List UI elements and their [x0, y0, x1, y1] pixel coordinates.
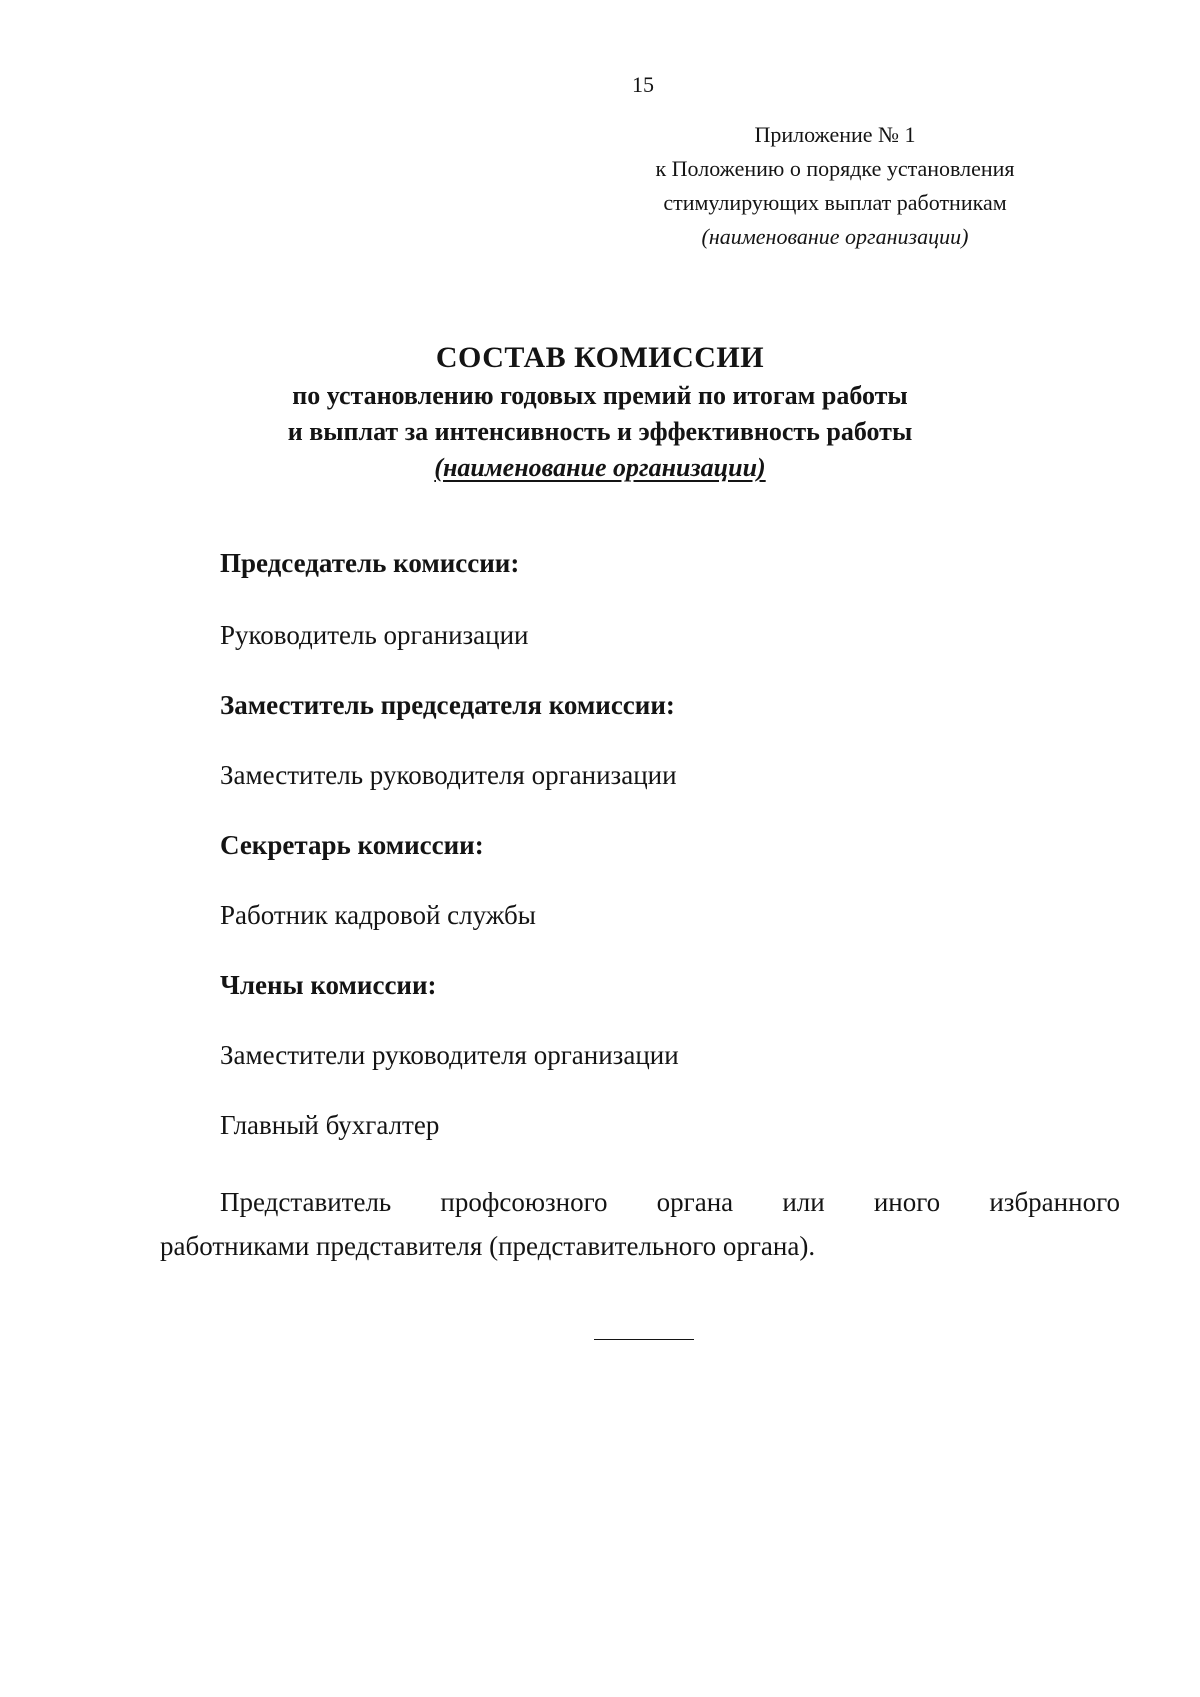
- chairman-value: Руководитель организации: [220, 620, 529, 650]
- appendix-header: [610, 118, 1060, 254]
- rep-word: Представитель: [220, 1187, 392, 1217]
- title-org-placeholder: (наименование организации): [434, 453, 766, 482]
- secretary-heading: Секретарь комиссии:: [220, 830, 484, 860]
- rep-word: профсоюзного: [440, 1187, 608, 1217]
- title-subtitle-line2: и выплат за интенсивность и эффективность работы: [287, 417, 913, 446]
- deputy-value: Заместитель руководителя организации: [220, 760, 677, 790]
- rep-word: избранного: [989, 1187, 1120, 1217]
- page-number: 15: [632, 72, 654, 97]
- appendix-reference: к Положению о порядке установления: [655, 156, 1015, 181]
- appendix-org-placeholder: (наименование организации): [701, 224, 969, 249]
- appendix-reference-cont: стимулирующих выплат работникам: [663, 190, 1007, 215]
- member-deputies: Заместители руководителя организации: [220, 1040, 679, 1070]
- rep-word: или: [782, 1187, 825, 1217]
- member-representative: [160, 1180, 1120, 1268]
- secretary-value: Работник кадровой службы: [220, 900, 536, 930]
- chairman-heading: Председатель комиссии:: [220, 548, 520, 578]
- document-title: [150, 338, 1050, 486]
- rep-word: иного: [873, 1187, 941, 1217]
- members-heading: Члены комиссии:: [220, 970, 437, 1000]
- appendix-number: Приложение № 1: [754, 122, 916, 147]
- end-divider: [594, 1339, 694, 1340]
- title-main: СОСТАВ КОМИССИИ: [435, 341, 765, 374]
- representative-line2: работниками представителя (представительного органа).: [160, 1231, 816, 1261]
- deputy-heading: Заместитель председателя комиссии:: [220, 690, 675, 720]
- representative-line1: [160, 1180, 1120, 1224]
- title-subtitle-line1: по установлению годовых премий по итогам работы: [292, 381, 908, 410]
- member-chief-accountant: Главный бухгалтер: [220, 1110, 440, 1140]
- rep-word: органа: [656, 1187, 734, 1217]
